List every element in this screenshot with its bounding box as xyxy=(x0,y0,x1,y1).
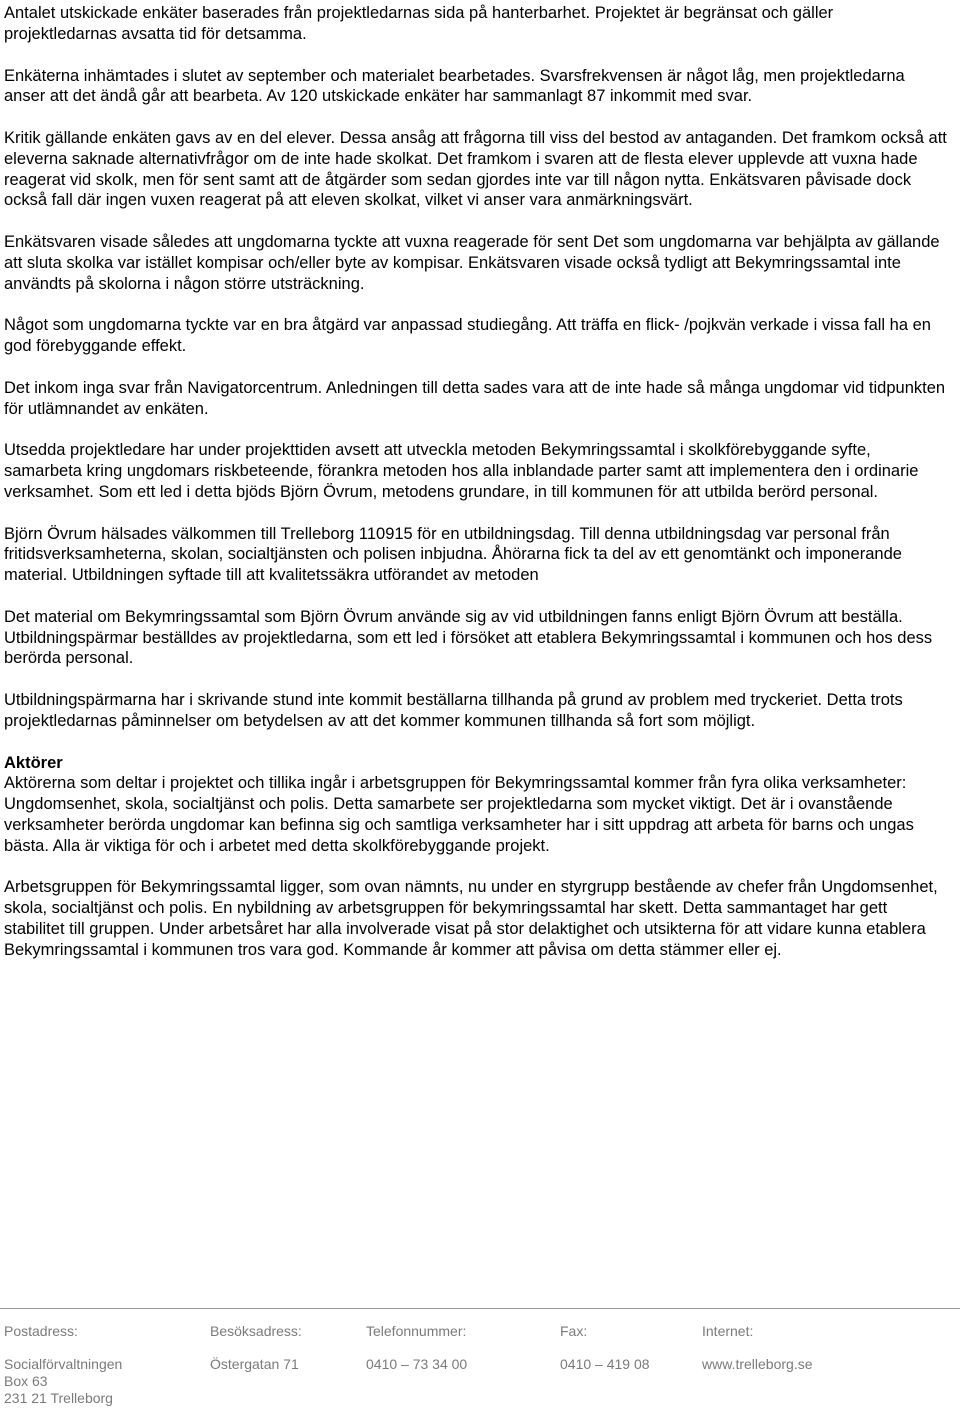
footer-internet xyxy=(702,1323,813,1373)
section-heading-aktorer: Aktörer xyxy=(4,753,63,772)
paragraph: Björn Övrum hälsades välkommen till Trelleborg 110915 för en utbildningsdag. Till denna utbildningsdag var personal från fritidsverksamheterna, skolan, socialtjänsten och polisen inbjudna. Åhörarna fick ta del av ett genomtänkt och imponerande material. Utbildningen syftade till att kvalitetssäkra utförandet av metoden xyxy=(4,524,902,584)
paragraph: Antalet utskickade enkäter baserades från projektledarnas sida på hanterbarhet. Projektet är begränsat och gäller projektledarnas avsatta tid för detsamma. xyxy=(4,4,834,43)
footer-value: 0410 – 419 08 xyxy=(560,1356,650,1372)
footer-value: 0410 – 73 34 00 xyxy=(366,1356,468,1372)
footer-label: Telefonnummer: xyxy=(366,1323,467,1339)
document-body xyxy=(4,3,950,960)
paragraph: Något som ungdomarna tyckte var en bra åtgärd var anpassad studiegång. Att träffa en flick- /pojkvän verkade i vissa fall ha en god förebyggande effekt. xyxy=(4,316,931,355)
footer-divider xyxy=(0,1308,960,1309)
paragraph: Utsedda projektledare har under projekttiden avsett att utveckla metoden Bekymringssamtal i skolkförebyggande syfte, samarbeta kring ungdomars riskbeteende, förankra metoden hos alla inblandade parter samt att implementera den i ordinarie verksamhet. Som ett led i detta bjöds Björn Övrum, metodens grundare, in till kommunen för att utbilda berörd personal. xyxy=(4,441,919,501)
paragraph: Det material om Bekymringssamtal som Björn Övrum använde sig av vid utbildningen fanns enligt Björn Övrum att beställa. Utbildningspärmar beställdes av projektledarna, som ett led i försöket att etablera Bekymringssamtal i kommunen och hos dess berörda personal. xyxy=(4,607,933,668)
footer-label: Fax: xyxy=(560,1323,588,1339)
footer-link[interactable]: www.trelleborg.se xyxy=(702,1356,813,1372)
footer-label: Internet: xyxy=(702,1323,754,1339)
footer-fax xyxy=(560,1323,650,1373)
paragraph: Det inkom inga svar från Navigatorcentrum. Anledningen till detta sades vara att de inte hade så många ungdomar vid tidpunkten för utlämnandet av enkäten. xyxy=(4,378,946,418)
paragraph: Enkäterna inhämtades i slutet av september och materialet bearbetades. Svarsfrekvensen är något låg, men projektledarna anser att det ändå går att bearbeta. Av 120 utskickade enkäter har sammanlagt 87 inkommit med svar. xyxy=(4,66,905,106)
paragraph: Arbetsgruppen för Bekymringssamtal ligger, som ovan nämnts, nu under en styrgrupp bestående av chefer från Ungdomsenhet, skola, socialtjänst och polis. En nybildning av arbetsgruppen för bekymringssamtal har skett. Detta sammantaget har gett stabilitet till gruppen. Under arbetsåret har alla involverade visat på stor delaktighet och utsikterna för att vidare kunna etablera Bekymringssamtal i kommunen tros vara god. Kommande år kommer att påvisa om detta stämmer eller ej. xyxy=(4,878,938,959)
footer-label: Postadress: xyxy=(4,1323,78,1339)
footer-value: Östergatan 71 xyxy=(210,1356,299,1372)
paragraph: Aktörerna som deltar i projektet och tillika ingår i arbetsgruppen för Bekymringssamtal kommer från fyra olika verksamheter: Ungdomsenhet, skola, socialtjänst och polis. Detta samarbete ser projektledarna som mycket viktigt. Det är i ovanstående verksamheter berörda ungdomar kan befinna sig och samtliga verksamheter har i sitt uppdrag att arbeta för barns och ungas bästa. Alla är viktiga för och i arbetet med detta skolkförebyggande projekt. xyxy=(4,774,914,855)
footer-postadress xyxy=(4,1323,122,1407)
paragraph: Enkätsvaren visade således att ungdomarna tyckte att vuxna reagerade för sent Det som ungdomarna var behjälpta av gällande att sluta skolka var istället kompisar och/eller byte av kompisar. Enkätsvaren visade också tydligt att Bekymringssamtal inte användts på skolorna i någon större utsträckning. xyxy=(4,233,940,293)
footer-besoksadress xyxy=(210,1323,302,1373)
paragraph: Kritik gällande enkäten gavs av en del elever. Dessa ansåg att frågorna till viss del bestod av antaganden. Det framkom också att eleverna saknade alternativfrågor om de inte hade skolkat. Det framkom i svaren att de flesta elever upplevde att vuxna hade reagerat vid skolk, men för sent samt att de åtgärder som sedan gjordes inte var till någon nytta. Enkätsvaren påvisade dock också fall där ingen vuxen reagerat på att eleven skolkat, vilket vi anser vara anmärkningsvärt. xyxy=(4,129,947,210)
footer-value: Socialförvaltningen xyxy=(4,1356,123,1372)
footer-value: 231 21 Trelleborg xyxy=(4,1390,113,1406)
footer-label: Besöksadress: xyxy=(210,1323,302,1339)
footer-value: Box 63 xyxy=(4,1373,48,1389)
footer-telefon xyxy=(366,1323,467,1373)
paragraph: Utbildningspärmarna har i skrivande stund inte kommit beställarna tillhanda på grund av problem med tryckeriet. Detta trots projektledarnas påminnelser om betydelsen av att det kommer kommunen tillhanda så fort som möjligt. xyxy=(4,691,903,730)
